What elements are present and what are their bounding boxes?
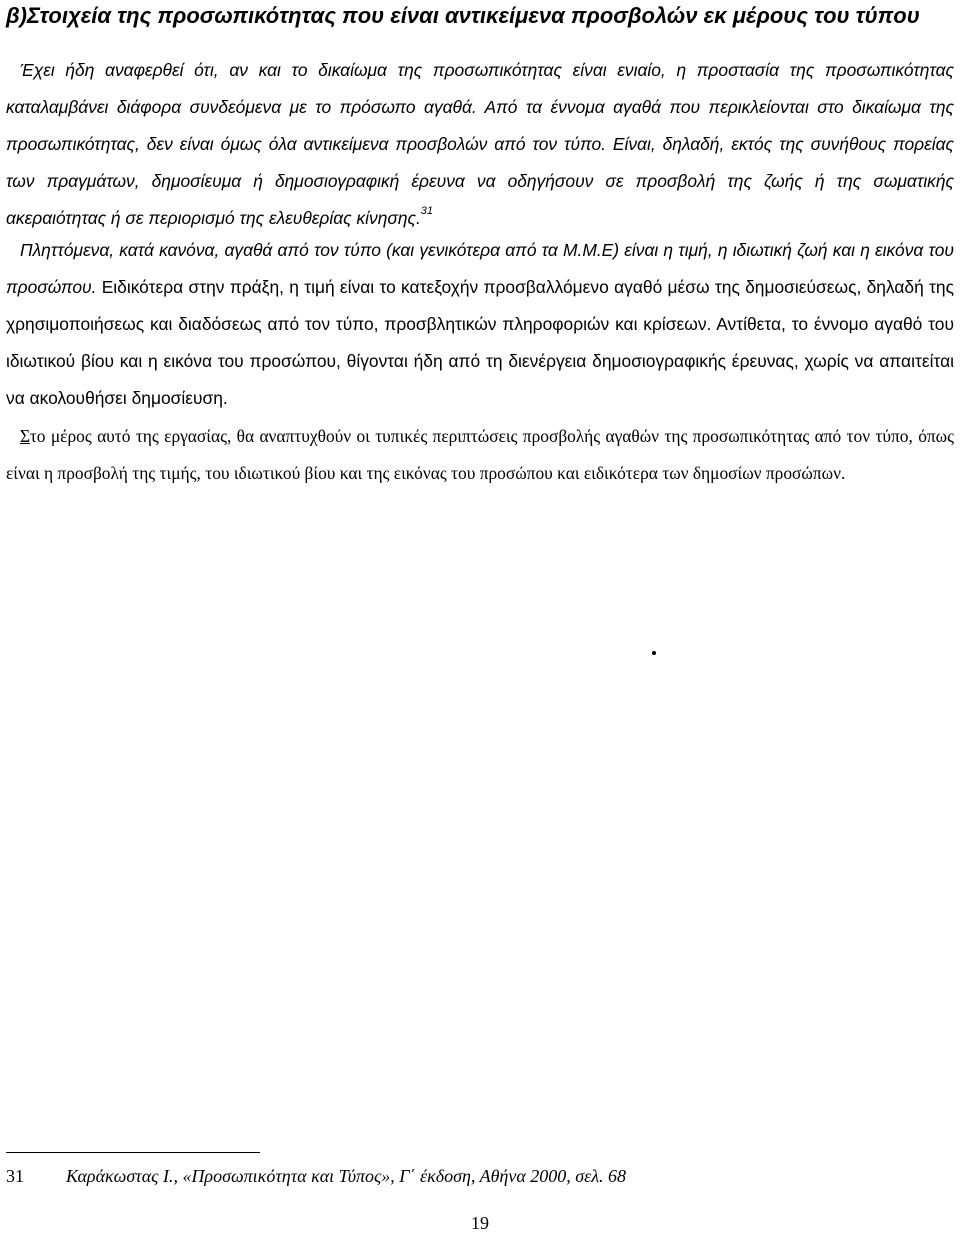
paragraph-1-text: Έχει ήδη αναφερθεί ότι, αν και το δικαίωμα της προσωπικότητας είναι ενιαίο, η προστασία της προσωπικότητας καταλαμβάνει διάφορα συνδεόμενα με το πρόσωπο αγαθά. Από τα έννομα αγαθά που περικλείονται στο δικαίωμα της προσωπικότητας, δεν είναι όμως όλα αντικείμενα προσβολών από τον τύπο. Είναι, δηλαδή, εκτός της συνήθους πορείας των πραγμάτων, δημοσίευμα ή δημοσιογραφική έρευνα να οδηγήσουν σε προσβολή της ζωής ή της σωματικής ακεραιότητας ή σε περιορισμό της ελευθερίας κίνησης.: [6, 60, 954, 228]
footnote-text: Καράκωστας Ι., «Προσωπικότητα και Τύπος», Γ΄ έκδοση, Αθήνα 2000, σελ. 68: [66, 1166, 627, 1186]
stray-dot: [652, 651, 656, 655]
paragraph-2-text: Ειδικότερα στην πράξη, η τιμή είναι το κατεξοχήν προσβαλλόμενο αγαθό μέσω της δημοσιεύσεως, δηλαδή της χρησιμοποιήσεως και διαδόσεως από τον τύπο, προσβλητικών πληροφοριών και κρίσεων. Αντίθετα, το έννομο αγαθό του ιδιωτικού βίου και η εικόνα του προσώπου, θίγονται ήδη από τη διενέργεια δημοσιογραφικής έρευνας, χωρίς να απαιτείται να ακολουθήσει δημοσίευση.: [6, 277, 954, 408]
footnote: [6, 1163, 626, 1189]
paragraph-2-italic-text: Πληττόμενα, κατά κανόνα, αγαθά από τον τύπο (και γενικότερα από τα Μ.Μ.Ε) είναι η τιμή, η ιδιωτική ζωή και η εικόνα του προσώπου.: [6, 240, 954, 297]
footnote-number: 31: [6, 1166, 24, 1186]
footnote-reference[interactable]: 31: [420, 205, 434, 217]
footnote-separator: [6, 1152, 260, 1153]
paragraph-3-underlined-initial: Σ: [20, 426, 30, 446]
paragraph-3-text: το μέρος αυτό της εργασίας, θα αναπτυχθούν οι τυπικές περιπτώσεις προσβολής αγαθών της προσωπικότητας από τον τύπο, όπως είναι η προσβολή της τιμής, του ιδιωτικού βίου και της εικόνας του προσώπου και ειδικότερα των δημοσίων προσώπων.: [6, 426, 954, 483]
page-number: 19: [471, 1213, 489, 1233]
paragraph-1: [6, 52, 954, 237]
section-heading: β)Στοιχεία της προσωπικότητας που είναι αντικείμενα προσβολών εκ μέρους του τύπου: [6, 3, 920, 28]
paragraph-2: [6, 232, 954, 417]
paragraph-3: [6, 418, 954, 492]
